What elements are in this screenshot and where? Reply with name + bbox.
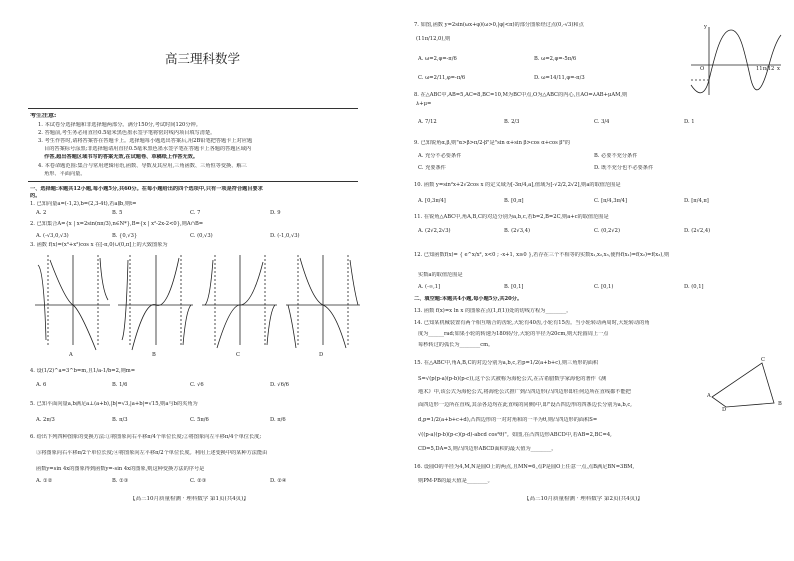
option-b: B. ω=2,φ=-5π/6 <box>534 56 577 62</box>
graph-c <box>202 255 277 348</box>
question-16: 16. 设圆O的半径为4,M,N是圆O上的两点,且MN=6,点P是圆O上任意一点,点B满足BN=3BM, <box>414 464 635 470</box>
question-15: 15. 在△ABC中,角A,B,C的对边分别为a,b,c,若p=1/2(a+b+c),则三角形的面积 <box>414 360 599 366</box>
notice-line: 3. 考生作答时,请将答案答在答题卡上。选择题每小题选出答案后,用2B铅笔把答题卡上对应题 <box>38 138 253 144</box>
notice-divider <box>28 181 358 182</box>
graph-y-label: y <box>704 24 707 30</box>
option-a: A. ω=2,φ=-π/6 <box>418 56 457 62</box>
vertex-label: D <box>722 407 727 413</box>
graph-tick-label: 11π/12 <box>756 66 775 72</box>
option-b: B. [0,1] <box>504 284 524 290</box>
option-b: B. 2/3 <box>504 119 520 125</box>
graph-label: B <box>152 352 156 358</box>
option-b: B. (2√3,4) <box>504 228 531 234</box>
graph-x-label: x <box>777 66 780 72</box>
option-d: D. (0,1] <box>684 284 704 290</box>
option-d: D. [π/4,π] <box>684 198 709 204</box>
question-12-cont: 实数a的取值范围是 <box>418 272 463 278</box>
option-c: C. 充要条件 <box>418 165 446 171</box>
question-3: 3. 函数 f(x)=(x³+x²)cos x 在[-π,0)∪(0,π]上的大致图象为 <box>30 242 168 248</box>
option-d: D. 1 <box>684 119 695 125</box>
notice-line: 2. 答题前,考生务必用直径0.5毫米黑色墨水签字笔将密封线内项目填写清楚。 <box>38 130 216 136</box>
question-15-cont: CD=5,DA=3,则凸四边形ABCD面积的最大值为________。 <box>418 446 557 452</box>
option-d: D. √6/6 <box>270 382 289 388</box>
option-a: A. 6 <box>36 382 47 388</box>
question-8-cont: λ+μ= <box>416 101 432 107</box>
option-a: A. 2π/3 <box>36 417 55 423</box>
graph-d <box>286 255 360 348</box>
option-c: C. [π/4,3π/4] <box>594 198 627 204</box>
option-d: D. (-1,0,√3) <box>270 233 300 239</box>
section-heading: 二、填空题:本题共4小题,每小题5分,共20分。 <box>414 296 523 302</box>
question-7-cont: (11π/12,0),则 <box>416 36 451 42</box>
graph-label: C <box>236 352 240 358</box>
page-footer: 【高三10月质量检测 · 理科数学 第1页(共4页)】 <box>130 496 249 502</box>
question-9: 9. 已知锐角α,β,则"α>β>π/2-β"是"sin α+sin β>cos α+cos β"的 <box>414 140 571 146</box>
option-a: A. (-∞,1] <box>418 284 441 290</box>
option-a: A. ①② <box>36 478 53 484</box>
notice-line: 目的答案标号涂黑;非选择题请用直径0.5毫米黑色墨水签字笔在答题卡上各题的答题区域内 <box>44 146 252 152</box>
graph-label: A <box>69 352 73 358</box>
option-c: C. √6 <box>190 382 204 388</box>
option-c: C. 3/4 <box>594 119 610 125</box>
title-divider <box>28 108 358 109</box>
notice-line: 角形、平面向量。 <box>44 171 86 177</box>
question-1: 1. 已知向量a=(-1,2),b=(2,3-4t),若a∥b,则t= <box>30 201 137 207</box>
question-2: 2. 已知集合A={x | x=2sin(nπ/3),n∈N*},B={x | x²-2x-2<0},则A∩B= <box>30 221 204 227</box>
option-a: A. (2√2,2√3) <box>418 228 451 234</box>
option-b: B. ①③ <box>112 478 129 484</box>
question-7: 7. 如图,函数 y=2sin(ωx+φ)(ω>0,|φ|<π)的部分图象经过点(0,-√3)和点 <box>414 22 584 28</box>
section-heading: 一、选择题:本题共12小题,每小题5分,共60分。在每小题给出的四个选项中,只有一项是符合题目要求 <box>30 186 263 192</box>
question-14-cont: 度为______rad;如果小轮的转速为180转/分,大轮的半径为20cm,则大轮圆周上一点 <box>418 331 609 337</box>
option-d: D. ω=14/11,φ=-π/3 <box>534 75 585 81</box>
option-d: D. (2√2,4) <box>684 228 711 234</box>
graph-a <box>35 255 110 350</box>
vertex-label: B <box>778 401 782 407</box>
section-heading-cont: 的。 <box>30 193 41 199</box>
option-b: B. 必要不充分条件 <box>594 153 638 159</box>
notice-line: 1. 本试卷分选择题和非选择题两部分。满分150分,考试时间120分钟。 <box>38 122 201 128</box>
graph-origin-label: O <box>700 66 705 72</box>
option-b: B. 5 <box>112 210 123 216</box>
option-d: D. ②④ <box>270 478 287 484</box>
question-4: 4. 设(1/2)^a=3^b=m,且1/a-1/b=2,则m= <box>30 368 136 374</box>
right-page <box>404 0 794 561</box>
option-c: C. 7 <box>190 210 201 216</box>
option-c: C. (0,2√2) <box>594 228 620 234</box>
graph-label: D <box>319 352 324 358</box>
option-b: B. 1/6 <box>112 382 128 388</box>
question-6: 6. 给出下列四种图象的变换方法:①将图象向右平移π/4个单位长度;②将图象向左平移π/4个单位长度; <box>30 434 262 440</box>
question-8: 8. 在△ABC中,AB=5,AC=8,BC=10,M为BC中点,O为△ABC的内心,且AO=λAB+μAM,则 <box>414 92 628 98</box>
option-c: C. ②③ <box>190 478 207 484</box>
question-16-cont: 则PM·PB的最大值是________。 <box>418 478 493 484</box>
question-12: 12. 已知函数f(x)= { e^x/x², x<0 ; -x+1, x≥0 },若存在三个不相等的实数x₁,x₂,x₃,使得f(x₁)=f(x₂)=f(x₃),则 <box>414 252 670 258</box>
page-title: 高三理科数学 <box>165 51 241 66</box>
option-a: A. [0,3π/4] <box>418 198 446 204</box>
option-a: A. 充分不必要条件 <box>418 153 462 159</box>
question-15-cont: 面四边形一边所在直线,其余各边均在此直线的同侧)中,即"设凸四边形的四条边长分别为a,b,c, <box>418 402 632 408</box>
vertex-label: A <box>707 393 711 399</box>
question-6-cont: 函数y=sin 4x的图象得到函数y=-sin 4x的图象,则这种变换方法的序号是 <box>36 466 205 472</box>
question-14-cont: 每秒转过的弧长为________cm。 <box>418 342 494 348</box>
question-13: 13. 函数 f(x)=x ln x 的图象在点(1,f(1))处的切线方程为________。 <box>414 308 572 314</box>
question-7-graph <box>689 25 784 97</box>
question-3-graphs <box>30 250 360 360</box>
notice-line: 作答,超出答题区域书写的答案无效,在试题卷、草稿纸上作答无效。 <box>44 154 199 160</box>
option-a: A. (-√3,0,√3) <box>36 233 69 239</box>
quadrilateral-diagram <box>704 355 784 415</box>
question-5: 5. 已知平面向量a,b满足a⊥(a+b),|b|=√3,|a+b|=√15,则a与b的夹角为 <box>30 401 198 407</box>
option-d: D. 9 <box>270 210 281 216</box>
question-15-cont: √((p-a)(p-b)(p-c)(p-d)-abcd cos²θ)"。如图,在凸四边形ABCD中,若AB=2,BC=4, <box>418 432 612 438</box>
option-d: D. π/6 <box>270 417 286 423</box>
question-6-cont: ③将图象向右平移π/2个单位长度;④将图象向左平移π/2个单位长度。利用上述变换中的某种方法能由 <box>36 450 268 456</box>
option-b: B. [0,π] <box>504 198 524 204</box>
option-c: C. [0,1) <box>594 284 614 290</box>
option-c: C. 5π/6 <box>190 417 209 423</box>
vertex-label: C <box>761 357 765 363</box>
option-a: A. 7/12 <box>418 119 437 125</box>
option-c: C. (0,√3) <box>190 233 213 239</box>
notice-line: 4. 本卷命题范围:集合与常用逻辑用语,函数、导数及其应用,三角函数、三角恒等变换、解三 <box>38 163 247 169</box>
graph-b <box>118 255 193 350</box>
option-d: D. 既不充分也不必要条件 <box>594 165 654 171</box>
option-a: A. 2 <box>36 210 47 216</box>
question-15-cont: S=√(p(p-a)(p-b)(p-c)),这个公式被称为海伦公式,在古希腊数学家海伦的著作《测 <box>418 376 607 382</box>
question-11: 11. 在锐角△ABC中,角A,B,C的对边分别为a,b,c,若b=2,B=2C,则a+c的取值范围是 <box>414 214 609 220</box>
option-c: C. ω=2/11,φ=-π/6 <box>418 75 466 81</box>
option-b: B. {0,√3} <box>112 233 138 239</box>
question-15-cont: d,p=1/2(a+b+c+d),凸四边形的一对对角和的一半为θ,则凸四边形的面积S= <box>418 417 598 423</box>
question-15-cont: 地术》中,该公式为海伦公式,将海伦公式推广到凸四边形(凸四边形即任何边所在直线都不能把 <box>418 389 631 395</box>
option-b: B. π/3 <box>112 417 128 423</box>
page-footer: 【高三10月质量检测 · 理科数学 第2页(共4页)】 <box>524 496 643 502</box>
question-14: 14. 已知某机械装置有两个相互啮合的齿轮,大轮有40齿,小轮有15齿。当小轮转动两周时,大轮转动的角 <box>414 320 650 326</box>
question-10: 10. 函数 y=sin²x+2√2cos x 的定义域为[-3π/4,a],值域为[-√2/2,2√2],则a的取值范围是 <box>414 182 621 188</box>
notice-title: 考生注意: <box>30 113 57 119</box>
